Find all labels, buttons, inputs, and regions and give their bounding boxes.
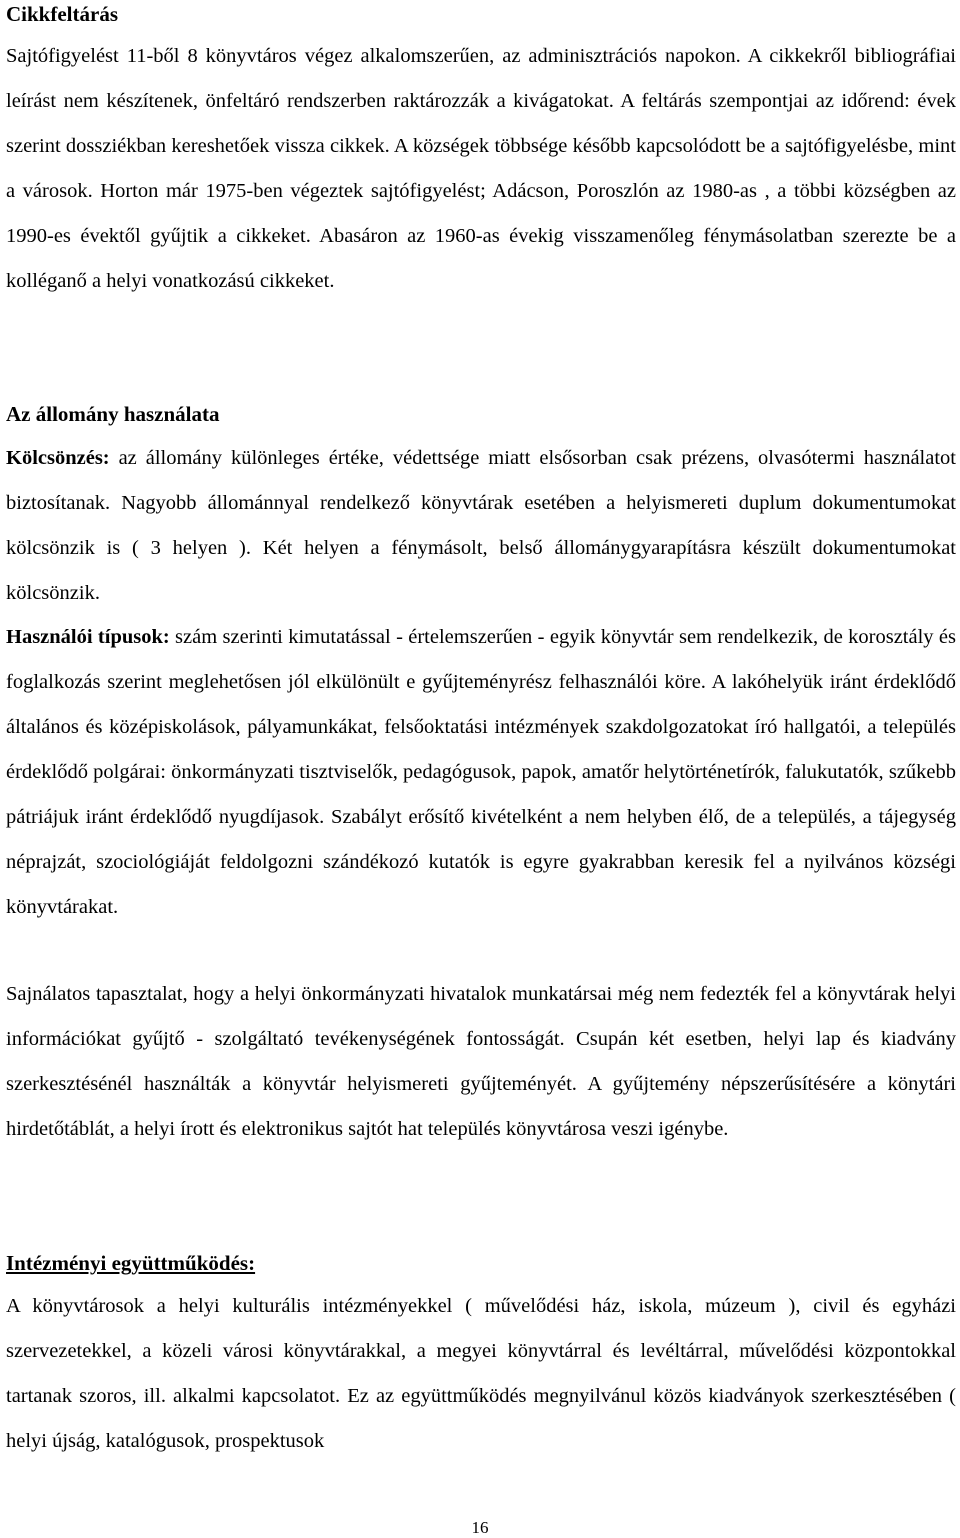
paragraph-sajnalatos-tapasztalat: [6, 972, 956, 1152]
paragraph-kolcsonzes: [6, 436, 956, 616]
paragraph-text: Sajnálatos tapasztalat, hogy a helyi önkormányzati hivatalok munkatársai még nem fedezték fel a könyvtárak helyi információkat gyűjtő - szolgáltató tevékenységének fontosságát. Csupán két esetben, helyi lap és kiadvány szerkesztésénél használták a könyvtár helyismereti gyűjteményét. A gyűjtemény népszerűsítésére a könytári hirdetőtáblát, a helyi írott és elektronikus sajtót hat település könyvtárosa veszi igénybe.: [6, 983, 956, 1140]
paragraph-text: az állomány különleges értéke, védettsége miatt elsősorban csak prézens, olvasótermi használatot biztosítanak. Nagyobb állománnyal rendelkező könyvtárak esetében a helyismereti duplum dokumentumokat kölcsönzik is ( 3 helyen ). Két helyen a fénymásolt, belső állománygyarapításra készült dokumentumokat kölcsönzik.: [6, 447, 956, 604]
paragraph-text: A könyvtárosok a helyi kulturális intézményekkel ( művelődési ház, iskola, múzeum ), civil és egyházi szervezetekkel, a közeli városi könyvtárakkal, a megyei könyvtárral és levéltárral, művelődési központokkal tartanak szoros, ill. alkalmi kapcsolatot. Ez az együttműködés megnyilvánul közös kiadványok szerkesztésében ( helyi újság, katalógusok, prospektusok: [6, 1295, 956, 1452]
section-heading-intezmenyi-egyuttmukodes: Intézményi együttműködés:: [6, 1251, 256, 1275]
paragraph-text: szám szerinti kimutatással - értelemszerűen - egyik könyvtár sem rendelkezik, de korosztály és foglalkozás szerint meglehetősen jól elkülönült e gyűjteményrész felhasználói köre. A lakóhelyük iránt érdeklődő általános és középiskolások, pályamunkákat, felsőoktatási intézmények szakdolgozatokat író hallgatói, a település érdeklődő polgárai: önkormányzati tisztviselők, pedagógusok, papok, amatőr helytörténetírók, falukutatók, szűkebb pátriájuk iránt érdeklődő nyugdíjasok. Szabályt erősítő kivételként a nem helyben élő, de a település, a tájegység néprajzát, szociológiáját feldolgozni szándékozó kutatók is egyre gyakrabban keresik fel a nyilvános községi könyvtárakat.: [6, 626, 956, 918]
paragraph-hasznaloi-tipusok: [6, 615, 956, 930]
lead-hasznaloi-tipusok: Használói típusok:: [6, 626, 170, 648]
lead-kolcsonzes: Kölcsönzés:: [6, 447, 110, 469]
paragraph-cikkfeltaras: [6, 34, 956, 304]
section-heading-cikkfeltaras: Cikkfeltárás: [6, 2, 118, 26]
page-number: 16: [471, 1518, 489, 1537]
paragraph-intezmenyi-egyuttmukodes: [6, 1284, 956, 1464]
section-heading-allomany-hasznalata: Az állomány használata: [6, 402, 220, 426]
paragraph-text: Sajtófigyelést 11-ből 8 könyvtáros végez alkalomszerűen, az adminisztrációs napokon. A cikkekről bibliográfiai leírást nem készítenek, önfeltáró rendszerben raktározzák a kivágatokat. A feltárás szempontjai az időrend: évek szerint dossziékban kereshetőek vissza cikkek. A községek többsége később kapcsolódott be a sajtófigyelésbe, mint a városok. Horton már 1975-ben végeztek sajtófigyelést; Adácson, Poroszlón az 1980-as , a többi községben az 1990-es évektől gyűjtik a cikkeket. Abasáron az 1960-as évekig visszamenőleg fénymásolatban szerezte be a kolléganő a helyi vonatkozású cikkeket.: [6, 45, 956, 292]
